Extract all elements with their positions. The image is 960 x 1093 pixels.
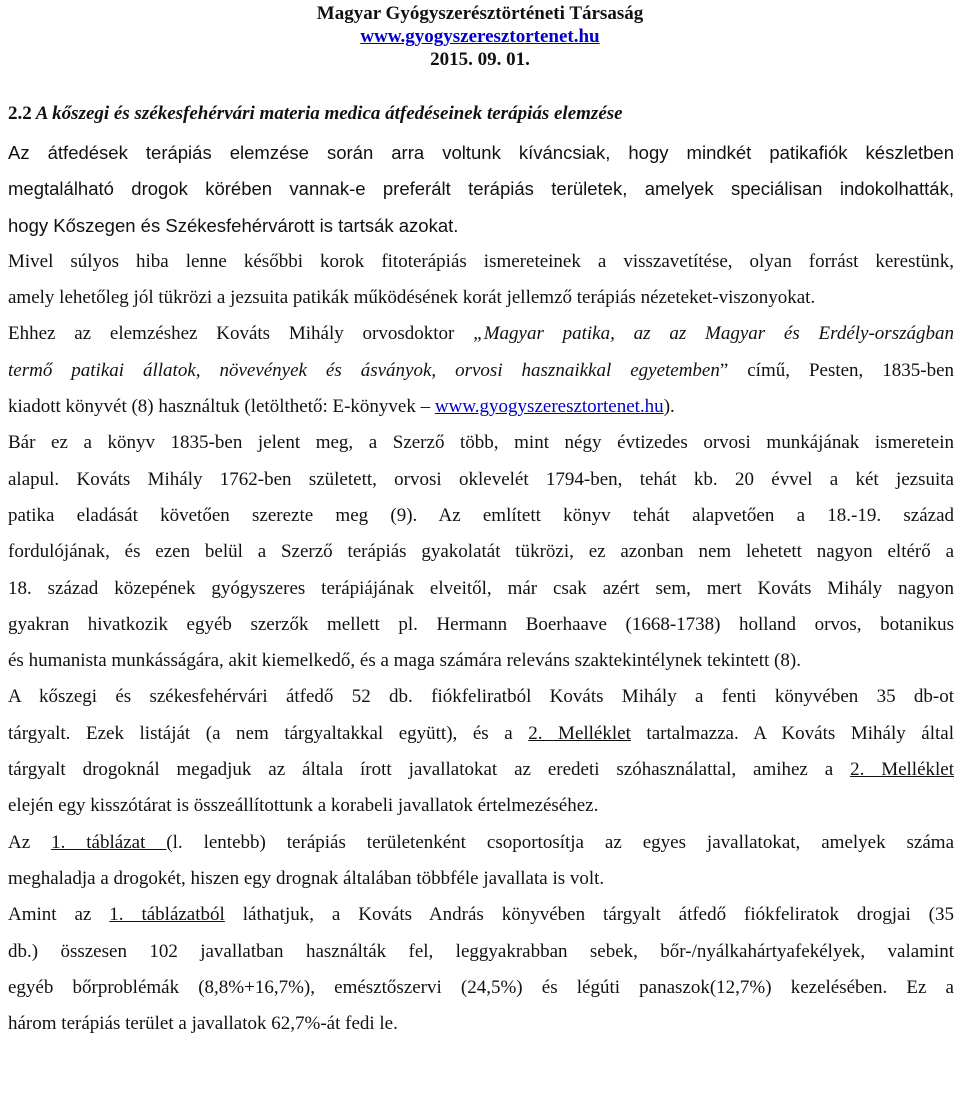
book-title: „Magyar patika, az az Magyar és Erdély-országban (473, 323, 954, 345)
table-1-reference[interactable]: 1. táblázatból (109, 904, 225, 926)
ebook-link[interactable]: www.gyogyszeresztortenet.hu (434, 396, 664, 418)
paragraph-line: alapul. Kováts Mihály 1762-ben született, orvosi oklevelét 1794-ben, tehát kb. 20 évvel a két jezsuita (8, 468, 954, 490)
paragraph-line: kiadott könyvét (8) használtuk (letölthető: E-könyvek – www.gyogyszeresztortenet.hu). (8, 396, 675, 418)
paragraph-line: patika eladását követően szerezte meg (9). Az említett könyv tehát alapvetően a 18.-19. század (8, 504, 954, 526)
paragraph-line: gyakran hivatkozik egyéb szerzők mellett pl. Hermann Boerhaave (1668-1738) holland orvos, botanikus (8, 613, 954, 635)
section-number: 2.2 (8, 103, 32, 124)
paragraph-line: Ehhez az elemzéshez Kováts Mihály orvosdoktor „Magyar patika, az az Magyar és Erdély-országban (8, 323, 954, 345)
paragraph-line: meghaladja a drogokét, hiszen egy drognak általában többféle javallata is volt. (8, 867, 605, 889)
document-date: 2015. 09. 01. (430, 49, 530, 70)
paragraph-line: 18. század közepének gyógyszeres terápiájának elveitől, már csak azért sem, mert Kováts Mihály nagyon (8, 577, 954, 599)
body-text (8, 135, 954, 1042)
paragraph-line: Az átfedések terápiás elemzése során arra voltunk kíváncsiak, hogy mindkét patikafiók készletben (8, 142, 954, 163)
appendix-2-reference[interactable]: 2. Melléklet (850, 759, 954, 781)
paragraph-line: megtalálható drogok körében vannak-e preferált terápiás területek, amelyek speciálisan indokolhatták, (8, 178, 954, 200)
table-1-reference[interactable]: 1. táblázat ( (51, 831, 173, 853)
paragraph-line: hogy Kőszegen és Székesfehérvárott is tartsák azokat. (8, 214, 459, 236)
paragraph-line: elején egy kisszótárat is összeállítottunk a korabeli javallatok értelmezéséhez. (8, 795, 599, 817)
section-heading (8, 103, 623, 125)
paragraph-line: tárgyalt drogoknál megadjuk az általa írott javallatokat az eredeti szóhasználattal, amihez a 2. Melléklet (8, 759, 954, 781)
paragraph-line: Bár ez a könyv 1835-ben jelent meg, a Szerző több, mint négy évtizedes orvosi munkájának ismeretein (8, 432, 954, 454)
organization-name: Magyar Gyógyszerésztörténeti Társaság (316, 3, 644, 24)
appendix-2-reference[interactable]: 2. Melléklet (528, 722, 631, 744)
paragraph-line: Mivel súlyos hiba lenne későbbi korok fitoterápiás ismereteinek a visszavetítése, olyan forrást kerestünk, (8, 250, 954, 272)
book-title: termő patikai állatok, növevények és ásványok, orvosi hasznaikkal egyetemben (8, 359, 720, 381)
section-title: A kőszegi és székesfehérvári materia medica átfedéseinek terápiás elemzése (35, 103, 623, 124)
website-link[interactable]: www.gyogyszeresztortenet.hu (360, 26, 600, 47)
paragraph-line: Amint az 1. táblázatból láthatjuk, a Kováts András könyvében tárgyalt átfedő fiókfeliratok drogjai (35 (8, 904, 954, 926)
paragraph-line: tárgyalt. Ezek listáját (a nem tárgyaltakkal együtt), és a 2. Melléklet tartalmazza. A Kováts Mihály által (8, 722, 954, 744)
paragraph-line: db.) összesen 102 javallatban használták fel, leggyakrabban sebek, bőr-/nyálkahártyafekélyek, valamint (8, 940, 954, 962)
paragraph-line: Az 1. táblázat (l. lentebb) terápiás területenként csoportosítja az egyes javallatokat, amelyek száma (8, 831, 955, 853)
paragraph-line: egyéb bőrproblémák (8,8%+16,7%), emésztőszervi (24,5%) és légúti panaszok(12,7%) kezelésében. Ez a (8, 976, 954, 998)
paragraph-line: amely lehetőleg jól tükrözi a jezsuita patikák működésének korát jellemző terápiás nézeteket-viszonyokat. (8, 287, 816, 309)
paragraph-line: és humanista munkásságára, akit kiemelkedő, és a maga számára releváns szaktekintélynek tekintett (8). (8, 650, 801, 672)
paragraph-line: fordulójának, és ezen belül a Szerző terápiás gyakolatát tükrözi, ez azonban nem lehetett nagyon eltérő a (8, 541, 954, 563)
paragraph-line: három terápiás terület a javallatok 62,7%-át fedi le. (8, 1013, 398, 1035)
paragraph-line: termő patikai állatok, növevények és ásványok, orvosi hasznaikkal egyetemben” című, Pesten, 1835-ben (8, 359, 955, 381)
document-header (0, 0, 960, 71)
paragraph-line: A kőszegi és székesfehérvári átfedő 52 db. fiókfeliratból Kováts Mihály a fenti könyvében 35 db-ot (8, 686, 954, 708)
